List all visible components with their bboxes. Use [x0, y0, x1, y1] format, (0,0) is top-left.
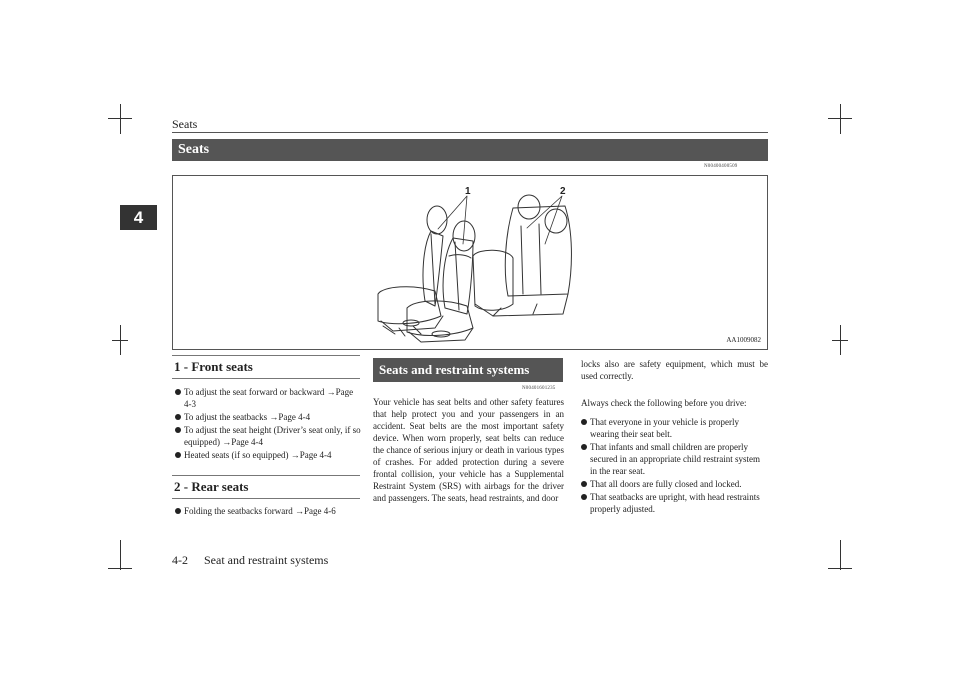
list-item: Heated seats (if so equipped) →Page 4-4 [175, 449, 361, 461]
front-seats-list [175, 386, 361, 462]
header-rule [172, 132, 768, 133]
rear-seats-list [175, 505, 361, 518]
figure-code: AA1009082 [726, 336, 761, 344]
page-number: 4-2 [172, 553, 188, 567]
check-intro: Always check the following before you drive: [581, 398, 747, 408]
list-item: To adjust the seat height (Driver’s seat only, if so equipped) →Page 4-4 [175, 424, 361, 448]
section-code: N00400400509 [704, 164, 738, 169]
list-item: To adjust the seatbacks →Page 4-4 [175, 411, 361, 423]
list-item: That seatbacks are upright, with head restraints properly adjusted. [581, 491, 768, 515]
front-seats-heading: 1 - Front seats [172, 355, 360, 379]
restraint-systems-banner: Seats and restraint systems [373, 358, 563, 382]
restraint-paragraph: Your vehicle has seat belts and other safety features that help protect you and your passengers in an accident. Seat belts are the most important safety device. When worn properly, seat belts can reduce the chance of serious injury or death in various types of crashes. For added protection during a severe frontal collision, your vehicle has a Supplemental Restraint System (SRS) with airbags for the driver and passengers. The seats, head restraints, and door [373, 397, 564, 503]
restraint-code: N00401601235 [522, 386, 556, 391]
section-banner-seats: Seats [172, 139, 768, 161]
list-item: To adjust the seat forward or backward →Page 4-3 [175, 386, 361, 410]
running-head: Seats [172, 117, 198, 131]
callout-1: 1 [465, 186, 471, 197]
restraint-continuation: locks also are safety equipment, which must be used correctly. [581, 359, 768, 381]
list-item: That infants and small children are properly secured in an appropriate child restraint system in the rear seat. [581, 441, 768, 477]
rear-seats-heading: 2 - Rear seats [172, 475, 360, 499]
list-item: Folding the seatbacks forward →Page 4-6 [175, 505, 361, 517]
seat-illustration [172, 175, 768, 350]
list-item: That everyone in your vehicle is properly wearing their seat belt. [581, 416, 768, 440]
seat-drawing-icon [173, 176, 767, 349]
chapter-tab: 4 [120, 205, 157, 230]
list-item: That all doors are fully closed and locked. [581, 478, 768, 490]
pre-drive-checklist [581, 416, 768, 516]
page-footer [172, 553, 328, 568]
footer-chapter-title: Seat and restraint systems [204, 553, 329, 567]
callout-2: 2 [560, 186, 566, 197]
